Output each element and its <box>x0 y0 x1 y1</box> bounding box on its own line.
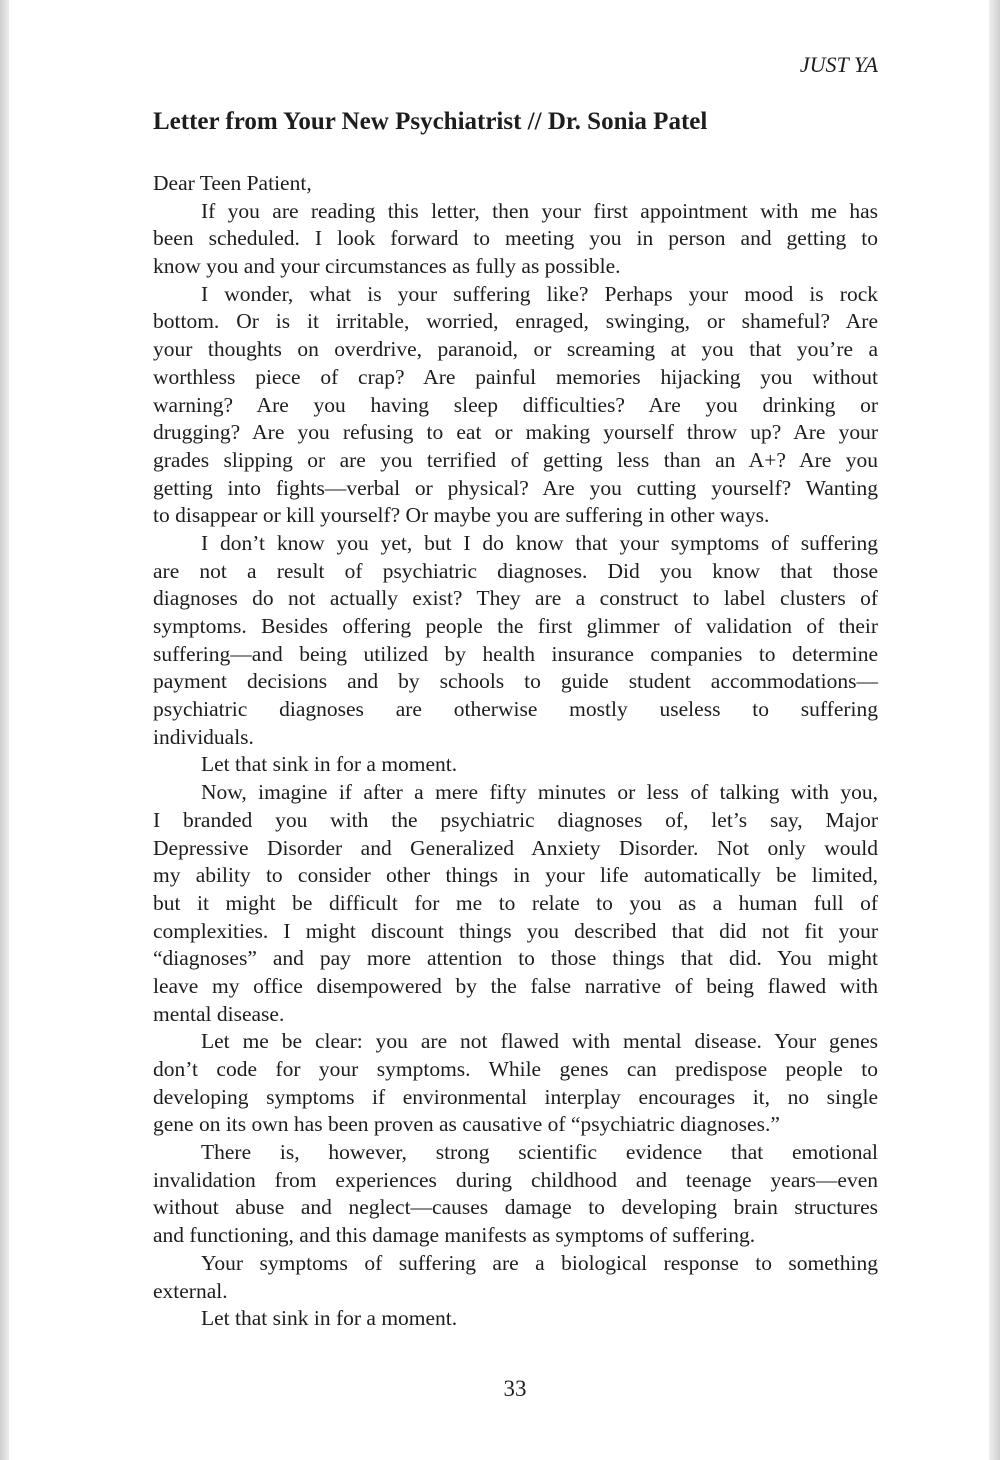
running-head: JUST YA <box>799 52 878 77</box>
text-line: Your symptoms of suffering are a biological response to something <box>201 1250 878 1275</box>
text-line: Let that sink in for a moment. <box>201 1306 458 1331</box>
paragraph <box>153 170 878 198</box>
text-line: know you and your circumstances as fully as possible. <box>153 254 621 279</box>
text-line: suffering—and being utilized by health insurance companies to determine <box>153 641 878 666</box>
text-line: I branded you with the psychiatric diagnoses of, let’s say, Major <box>153 807 878 832</box>
text-line: symptoms. Besides offering people the first glimmer of validation of their <box>153 614 878 638</box>
paragraph <box>153 530 878 752</box>
text-line: Let me be clear: you are not flawed with mental disease. Your genes <box>201 1029 878 1054</box>
chapter-title: Letter from Your New Psychiatrist // Dr. Sonia Patel <box>153 108 708 135</box>
paragraph <box>153 779 878 1028</box>
text-line: warning? Are you having sleep difficulties? Are you drinking or <box>153 392 878 417</box>
page-edge-left <box>0 0 9 1460</box>
text-line: but it might be difficult for me to relate to you as a human full of <box>153 890 878 915</box>
paragraph <box>153 1028 878 1139</box>
text-line: Let that sink in for a moment. <box>201 752 458 777</box>
text-line: diagnoses do not actually exist? They are a construct to label clusters of <box>153 586 878 611</box>
page-edge-right <box>989 0 1000 1460</box>
text-line: leave my office disempowered by the false narrative of being flawed with <box>153 973 878 998</box>
text-line: worthless piece of crap? Are painful memories hijacking you without <box>153 364 878 389</box>
text-line: If you are reading this letter, then your first appointment with me has <box>201 198 878 223</box>
paragraph <box>153 198 878 281</box>
text-line: drugging? Are you refusing to eat or making yourself throw up? Are your <box>153 420 878 445</box>
text-line: without abuse and neglect—causes damage to developing brain structures <box>153 1195 878 1220</box>
text-line: to disappear or kill yourself? Or maybe you are suffering in other ways. <box>153 503 770 528</box>
page-number: 33 <box>503 1376 527 1401</box>
paragraph <box>153 1139 878 1250</box>
text-line: and functioning, and this damage manifests as symptoms of suffering. <box>153 1223 756 1248</box>
text-line: are not a result of psychiatric diagnoses. Did you know that those <box>153 558 878 583</box>
text-line: individuals. <box>153 724 254 749</box>
text-line: getting into fights—verbal or physical? Are you cutting yourself? Wanting <box>153 475 878 500</box>
text-line: There is, however, strong scientific evidence that emotional <box>201 1140 878 1165</box>
paragraph <box>153 281 878 530</box>
text-line: mental disease. <box>153 1001 285 1026</box>
text-line: external. <box>153 1278 228 1303</box>
text-line: gene on its own has been proven as causative of “psychiatric diagnoses.” <box>153 1112 780 1137</box>
text-line: Dear Teen Patient, <box>153 171 312 195</box>
text-line: bottom. Or is it irritable, worried, enraged, swinging, or shameful? Are <box>153 309 878 334</box>
paragraph <box>153 1305 878 1333</box>
text-line: I wonder, what is your suffering like? Perhaps your mood is rock <box>201 281 878 306</box>
text-line: don’t code for your symptoms. While genes can predispose people to <box>153 1057 878 1081</box>
text-line: payment decisions and by schools to guide student accommodations— <box>153 669 878 694</box>
paragraph <box>153 1250 878 1305</box>
text-line: I don’t know you yet, but I do know that your symptoms of suffering <box>201 530 878 555</box>
text-line: grades slipping or are you terrified of getting less than an A+? Are you <box>153 447 878 472</box>
text-line: psychiatric diagnoses are otherwise mostly useless to suffering <box>153 697 878 722</box>
paragraph <box>153 751 878 779</box>
text-line: Now, imagine if after a mere fifty minutes or less of talking with you, <box>201 780 878 805</box>
text-line: developing symptoms if environmental interplay encourages it, no single <box>153 1084 878 1109</box>
text-line: “diagnoses” and pay more attention to those things that did. You might <box>153 946 878 971</box>
letter-body <box>153 170 878 1333</box>
text-line: your thoughts on overdrive, paranoid, or screaming at you that you’re a <box>153 337 878 362</box>
text-line: invalidation from experiences during childhood and teenage years—even <box>153 1167 878 1192</box>
text-line: complexities. I might discount things you described that did not fit your <box>153 918 878 943</box>
text-line: my ability to consider other things in your life automatically be limited, <box>153 863 878 888</box>
text-line: Depressive Disorder and Generalized Anxiety Disorder. Not only would <box>153 835 878 860</box>
text-line: been scheduled. I look forward to meeting you in person and getting to <box>153 226 878 251</box>
